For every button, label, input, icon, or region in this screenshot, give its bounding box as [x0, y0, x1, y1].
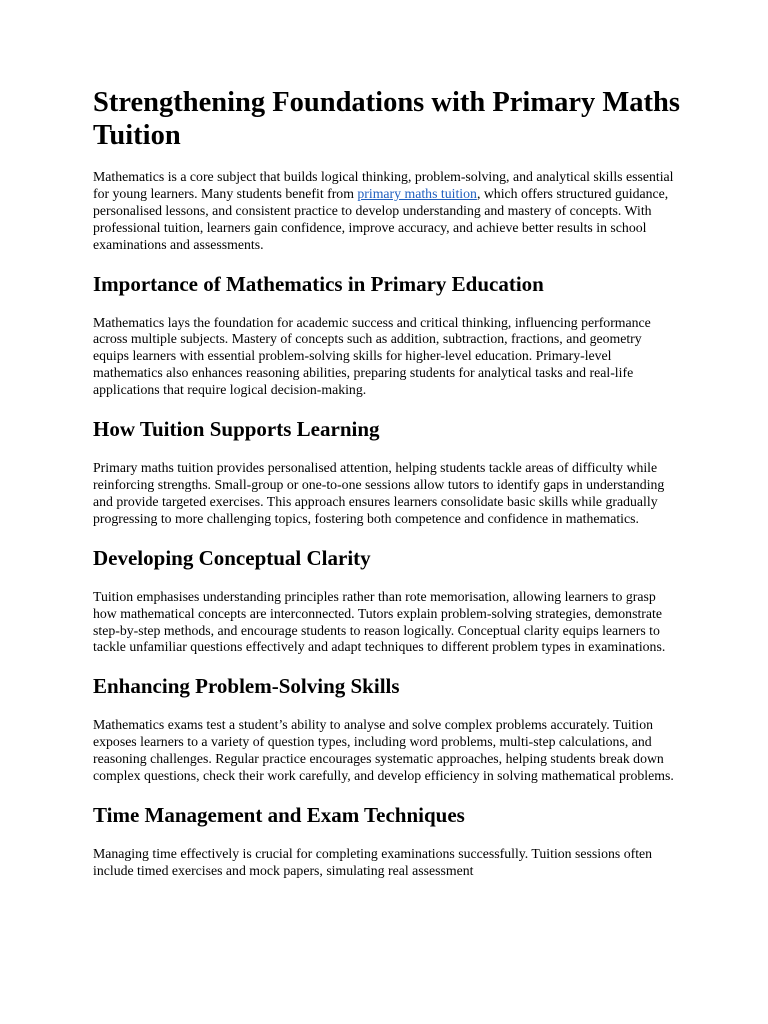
intro-text-before-link: Mathematics is a core subject that builds logical thinking, problem-solving, and analytical skills essential for young learners. Many students benefit from	[93, 169, 674, 201]
section-heading: Developing Conceptual Clarity	[93, 545, 371, 570]
primary-maths-tuition-link[interactable]: primary maths tuition	[357, 185, 477, 201]
document-page	[93, 86, 681, 897]
section-time-management	[93, 802, 681, 880]
section-heading: Enhancing Problem-Solving Skills	[93, 674, 400, 699]
intro-text-after-link: , which offers structured guidance, personalised lessons, and consistent practice to develop understanding and mastery of concepts. With professional tuition, learners gain confidence, improve accuracy, and achieve better results in school examinations and assessments.	[93, 185, 669, 252]
section-paragraph: Primary maths tuition provides personalised attention, helping students tackle areas of difficulty while reinforcing strengths. Small-group or one-to-one sessions allow tutors to identify gaps in understanding and provide targeted exercises. This approach ensures learners consolidate basic skills while gradually progressing to more challenging topics, fostering both competence and confidence in mathematics.	[93, 460, 665, 526]
section-paragraph: Managing time effectively is crucial for completing examinations successfully. Tuition sessions often include timed exercises and mock papers, simulating real assessment	[93, 845, 653, 878]
intro-paragraph	[93, 169, 681, 254]
section-paragraph: Tuition emphasises understanding principles rather than rote memorisation, allowing learners to grasp how mathematical concepts are interconnected. Tutors explain problem-solving strategies, demonstrate step-by-step methods, and encourage students to reason logically. Conceptual clarity equips learners to tackle unfamiliar questions effectively and adapt techniques to different problem types in examinations.	[93, 588, 666, 655]
section-problem-solving	[93, 673, 681, 785]
section-importance	[93, 271, 681, 400]
section-paragraph: Mathematics exams test a student’s ability to analyse and solve complex problems accurately. Tuition exposes learners to a variety of question types, including word problems, multi-step calculations, and reasoning challenges. Regular practice encourages systematic approaches, helping students break down complex questions, check their work carefully, and develop efficiency in solving mathematical problems.	[93, 717, 674, 784]
section-conceptual-clarity	[93, 545, 681, 657]
section-heading: Time Management and Exam Techniques	[93, 802, 465, 827]
page-title: Strengthening Foundations with Primary Maths Tuition	[93, 87, 680, 151]
section-heading: Importance of Mathematics in Primary Education	[93, 271, 544, 296]
section-heading: How Tuition Supports Learning	[93, 417, 380, 442]
section-paragraph: Mathematics lays the foundation for academic success and critical thinking, influencing performance across multiple subjects. Mastery of concepts such as addition, subtraction, fractions, and geometry equips learners with essential problem-solving skills for higher-level education. Primary-level mathematics also enhances reasoning abilities, preparing students for analytical tasks and real-life applications that require logical decision-making.	[93, 314, 651, 398]
section-tuition-support	[93, 416, 681, 528]
